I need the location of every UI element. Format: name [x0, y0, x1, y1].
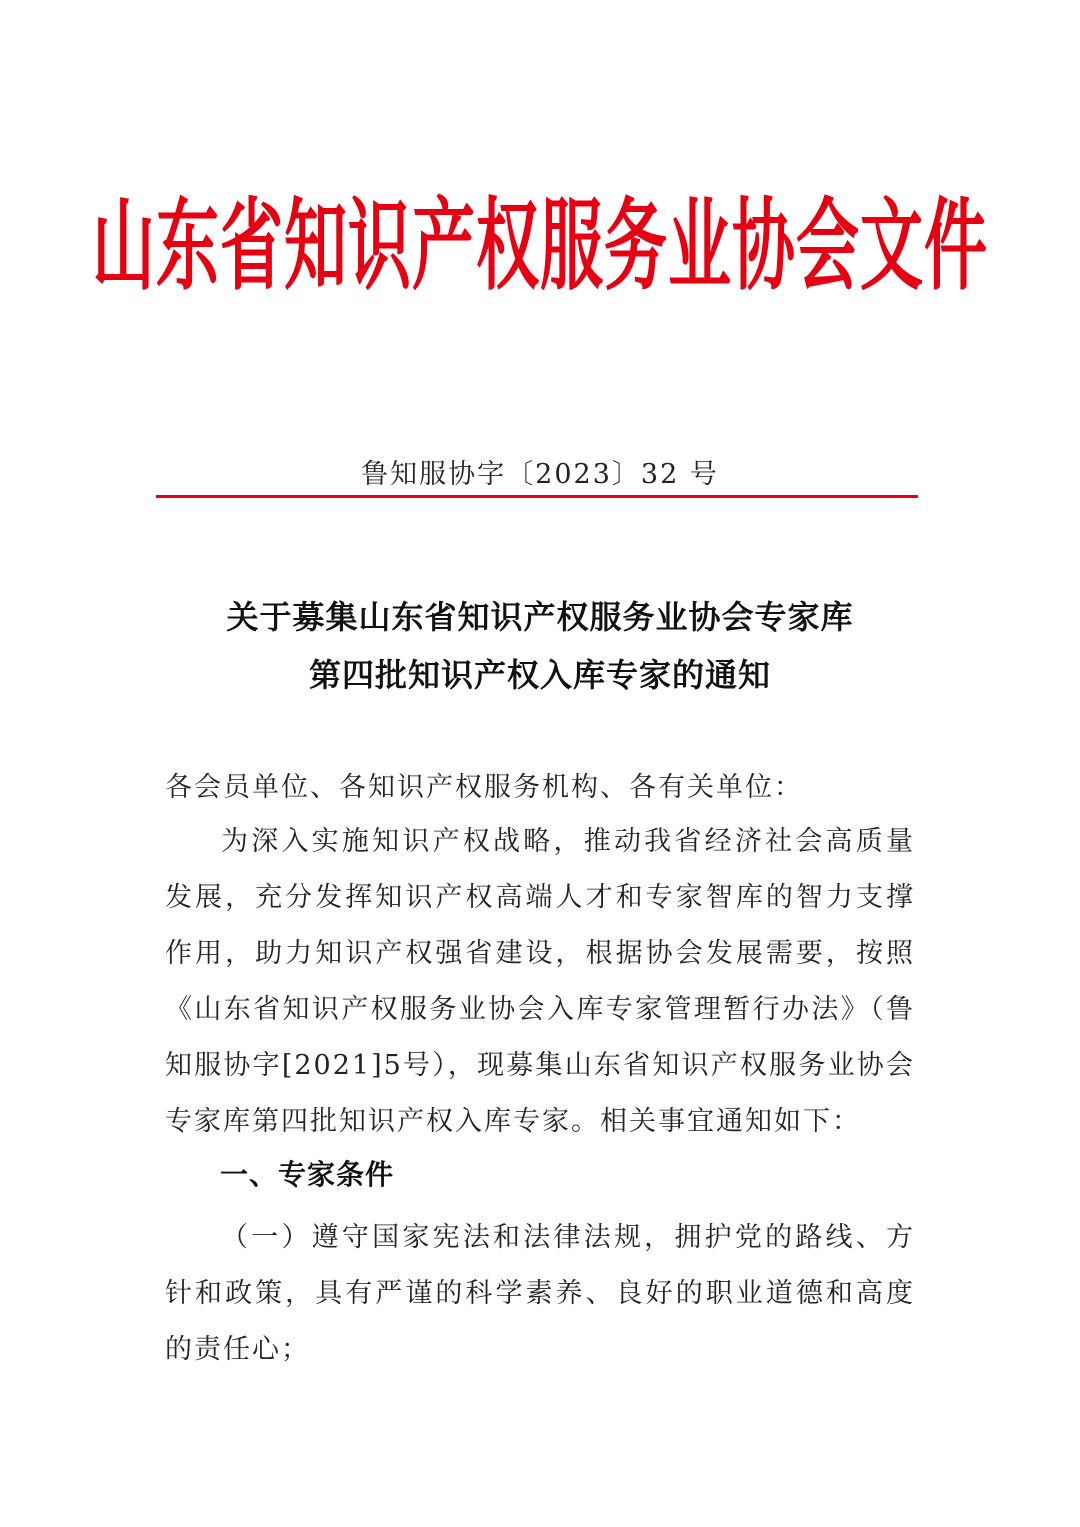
intro-paragraph: 为深入实施知识产权战略，推动我省经济社会高质量发展，充分发挥知识产权高端人才和专家智库的智力支撑作用，助力知识产权强省建设，根据协会发展需要，按照《山东省知识产权服务业协会入库专家管理暂行办法》（鲁知服协字[2021]5号），现募集山东省知识产权服务业协会专家库第四批知识产权入库专家。相关事宜通知如下： [165, 826, 915, 1137]
document-title-line-2: 第四批知识产权入库专家的通知 [308, 656, 771, 694]
header-divider [156, 495, 918, 498]
salutation: 各会员单位、各知识产权服务机构、各有关单位： [165, 772, 803, 803]
org-document-header: 山东省知识产权服务业协会文件 [92, 187, 988, 303]
document-title-line-1: 关于募集山东省知识产权服务业协会专家库 [226, 598, 854, 636]
section-heading-expert-conditions: 一、专家条件 [220, 1158, 395, 1191]
document-number: 鲁知服协字〔2023〕32 号 [361, 459, 719, 490]
condition-item-1: （一）遵守国家宪法和法律法规，拥护党的路线、方针和政策，具有严谨的科学素养、良好的职业道德和高度的责任心； [165, 1222, 915, 1365]
